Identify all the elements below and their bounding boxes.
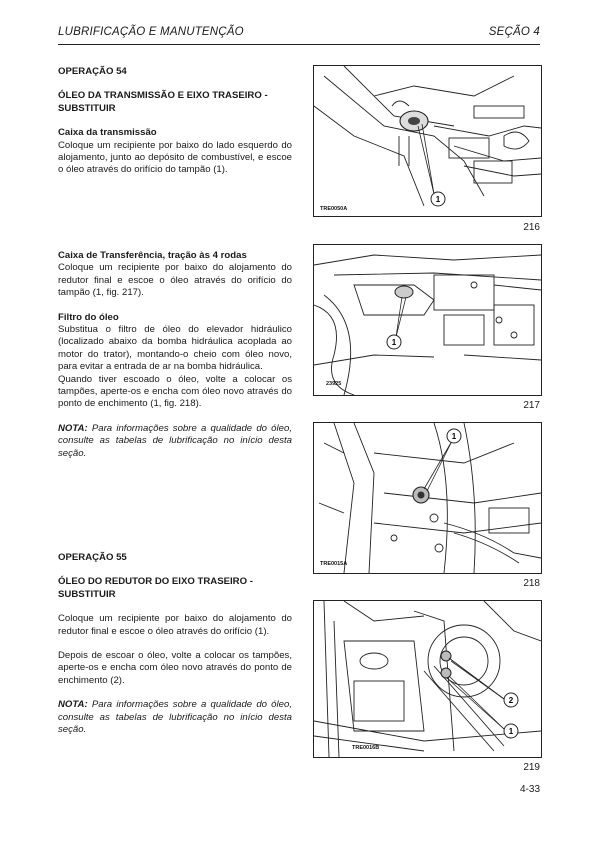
page-header [58, 26, 540, 44]
figure-number: 218 [523, 578, 540, 589]
operation-55-title: OPERAÇÃO 55 [58, 552, 127, 563]
op54-note-label: NOTA: [58, 422, 88, 434]
op54-note [58, 423, 292, 460]
callout-label: 1 [391, 338, 397, 347]
figure-code: TRE0050A [320, 206, 348, 212]
operation-55-text [58, 552, 292, 748]
filler-plug-icon [441, 651, 451, 661]
section-filter-body-1: Substitua o filtro de óleo do elevador hidráulico (localizado abaixo da bomba hidráulica acoplada ao motor do trator), montando-o cheio com óleo novo, para evitar a entrada de ar na bomba hidráulica. [58, 324, 292, 373]
callout-label: 1 [435, 195, 441, 204]
section-transfer-heading: Caixa de Transferência, tração às 4 rodas [58, 250, 247, 261]
figure-216-illustration [314, 66, 541, 216]
figure-219 [313, 600, 542, 758]
page-number: 4-33 [519, 784, 540, 795]
section-transfer-body: Coloque um recipiente por baixo do alojamento do redutor final e escoe o óleo através do orifício do tampão (1, fig. 217). [58, 262, 292, 299]
figure-number: 216 [523, 222, 540, 233]
op55-paragraph-1: Coloque um recipiente por baixo do alojamento do redutor final e escoe o óleo através do orifício (1). [58, 613, 292, 637]
drain-plug-icon [395, 286, 413, 298]
section-filter-heading: Filtro do óleo [58, 311, 119, 323]
callout-label: 2 [508, 696, 514, 705]
figure-code: TRE0016B [352, 745, 380, 751]
header-section-title: LUBRIFICAÇÃO E MANUTENÇÃO [58, 26, 244, 38]
operation-54-title: OPERAÇÃO 54 [58, 66, 127, 77]
op55-note-label: NOTA: [58, 699, 88, 711]
figure-219-illustration [314, 601, 541, 757]
figure-218-illustration [314, 423, 541, 573]
op55-note-text: Para informações sobre a qualidade do óleo, consulte as tabelas de lubrificação no início desta seção. [58, 699, 292, 736]
operation-54-text [58, 66, 292, 189]
figure-number: 219 [523, 762, 540, 773]
op54-note-text: Para informações sobre a qualidade do óleo, consulte as tabelas de lubrificação no início desta seção. [58, 422, 292, 459]
operation-54-subtitle: ÓLEO DA TRANSMISSÃO E EIXO TRASEIRO - SUBSTITUIR [58, 90, 268, 114]
figure-217-illustration [314, 245, 541, 395]
section-transmission-heading: Caixa da transmissão [58, 127, 157, 139]
figure-217 [313, 244, 542, 396]
callout-label: 1 [508, 727, 514, 736]
figure-code: 23925 [326, 381, 342, 387]
section-transmission-body: Coloque um recipiente por baixo do lado esquerdo do alojamento, junto ao depósito de combustível, e escoe o óleo através do orifício do tampão (1). [58, 139, 292, 176]
figure-216 [313, 65, 542, 217]
transfer-case-text [58, 250, 292, 472]
callout-label: 1 [451, 432, 457, 441]
operation-55-subtitle: ÓLEO DO REDUTOR DO EIXO TRASEIRO - SUBSTITUIR [58, 576, 253, 600]
figure-number: 217 [523, 400, 540, 411]
op55-note [58, 699, 292, 736]
header-rule [58, 44, 540, 45]
header-section-number: SEÇÃO 4 [488, 26, 540, 38]
figure-code: TRE0015A [320, 561, 348, 567]
section-filter-body-2: Quando tiver escoado o óleo, volte a colocar os tampões, aperte-os e encha com óleo novo através do ponto de enchimento (1, fig. 218). [58, 373, 292, 410]
figure-218 [313, 422, 542, 574]
op55-paragraph-2: Depois de escoar o óleo, volte a colocar os tampões, aperte-os e encha com óleo novo através do ponto de enchimento (2). [58, 650, 292, 686]
